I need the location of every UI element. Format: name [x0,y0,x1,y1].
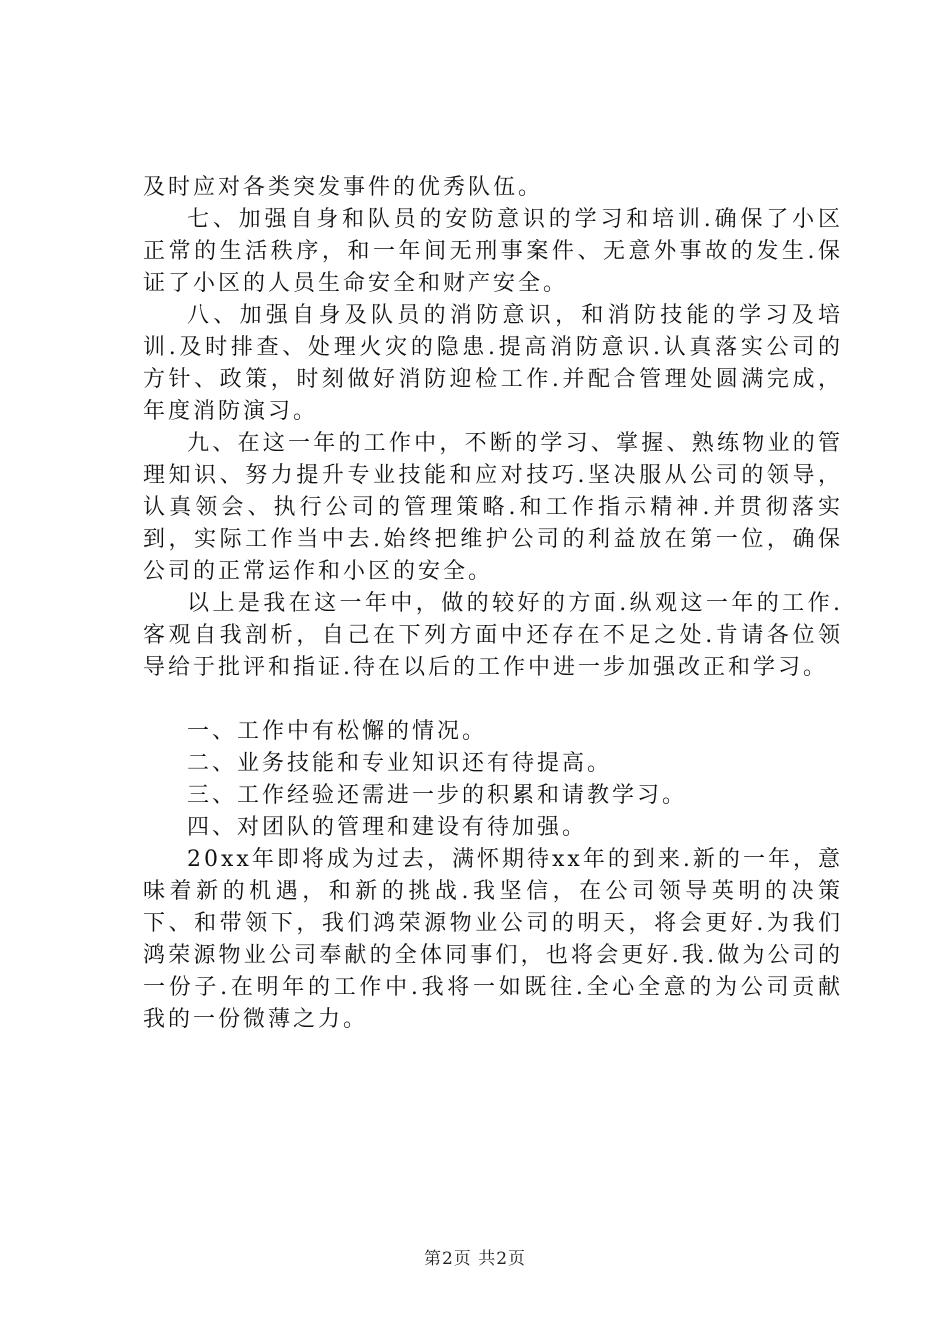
paragraph-item-8: 八、加强自身及队员的消防意识，和消防技能的学习及培训.及时排查、处理火灾的隐患.提高消防意识.认真落实公司的方针、政策，时刻做好消防迎检工作.并配合管理处圆满完成，年度消防演习。 [143,303,843,424]
shortcoming-item-3: 三、工作经验还需进一步的积累和请教学习。 [187,783,688,808]
paragraph-item-9: 九、在这一年的工作中，不断的学习、掌握、熟练物业的管理知识、努力提升专业技能和应对技巧.坚决服从公司的领导，认真领会、执行公司的管理策略.和工作指示精神.并贯彻落实到，实际工作当中去.始终把维护公司的利益放在第一位，确保公司的正常运作和小区的安全。 [143,431,843,584]
document-body [143,172,843,1036]
shortcoming-item-1: 一、工作中有松懈的情况。 [187,719,488,744]
shortcoming-item-4: 四、对团队的管理和建设有待加强。 [187,815,588,840]
page-footer [0,1244,950,1269]
paragraph-item-7: 七、加强自身和队员的安防意识的学习和培训.确保了小区正常的生活秩序，和一年间无刑事案件、无意外事故的发生.保证了小区的人员生命安全和财产安全。 [143,207,843,296]
paragraph-continuation: 及时应对各类突发事件的优秀队伍。 [143,175,544,200]
shortcoming-item-2: 二、业务技能和专业知识还有待提高。 [187,751,613,776]
paragraph-closing: 20xx年即将成为过去，满怀期待xx年的到来.新的一年，意味着新的机遇，和新的挑战.我坚信，在公司领导英明的决策下、和带领下，我们鸿荣源物业公司的明天，将会更好.为我们鸿荣源物业公司奉献的全体同事们，也将会更好.我.做为公司的一份子.在明年的工作中.我将一如既往.全心全意的为公司贡献我的一份微薄之力。 [143,847,843,1032]
paragraph-self-review: 以上是我在这一年中，做的较好的方面.纵观这一年的工作.客观自我剖析，自己在下列方面中还存在不足之处.肯请各位领导给于批评和指证.待在以后的工作中进一步加强改正和学习。 [143,591,843,680]
page-number-label: 第2页 共2页 [423,1249,527,1269]
